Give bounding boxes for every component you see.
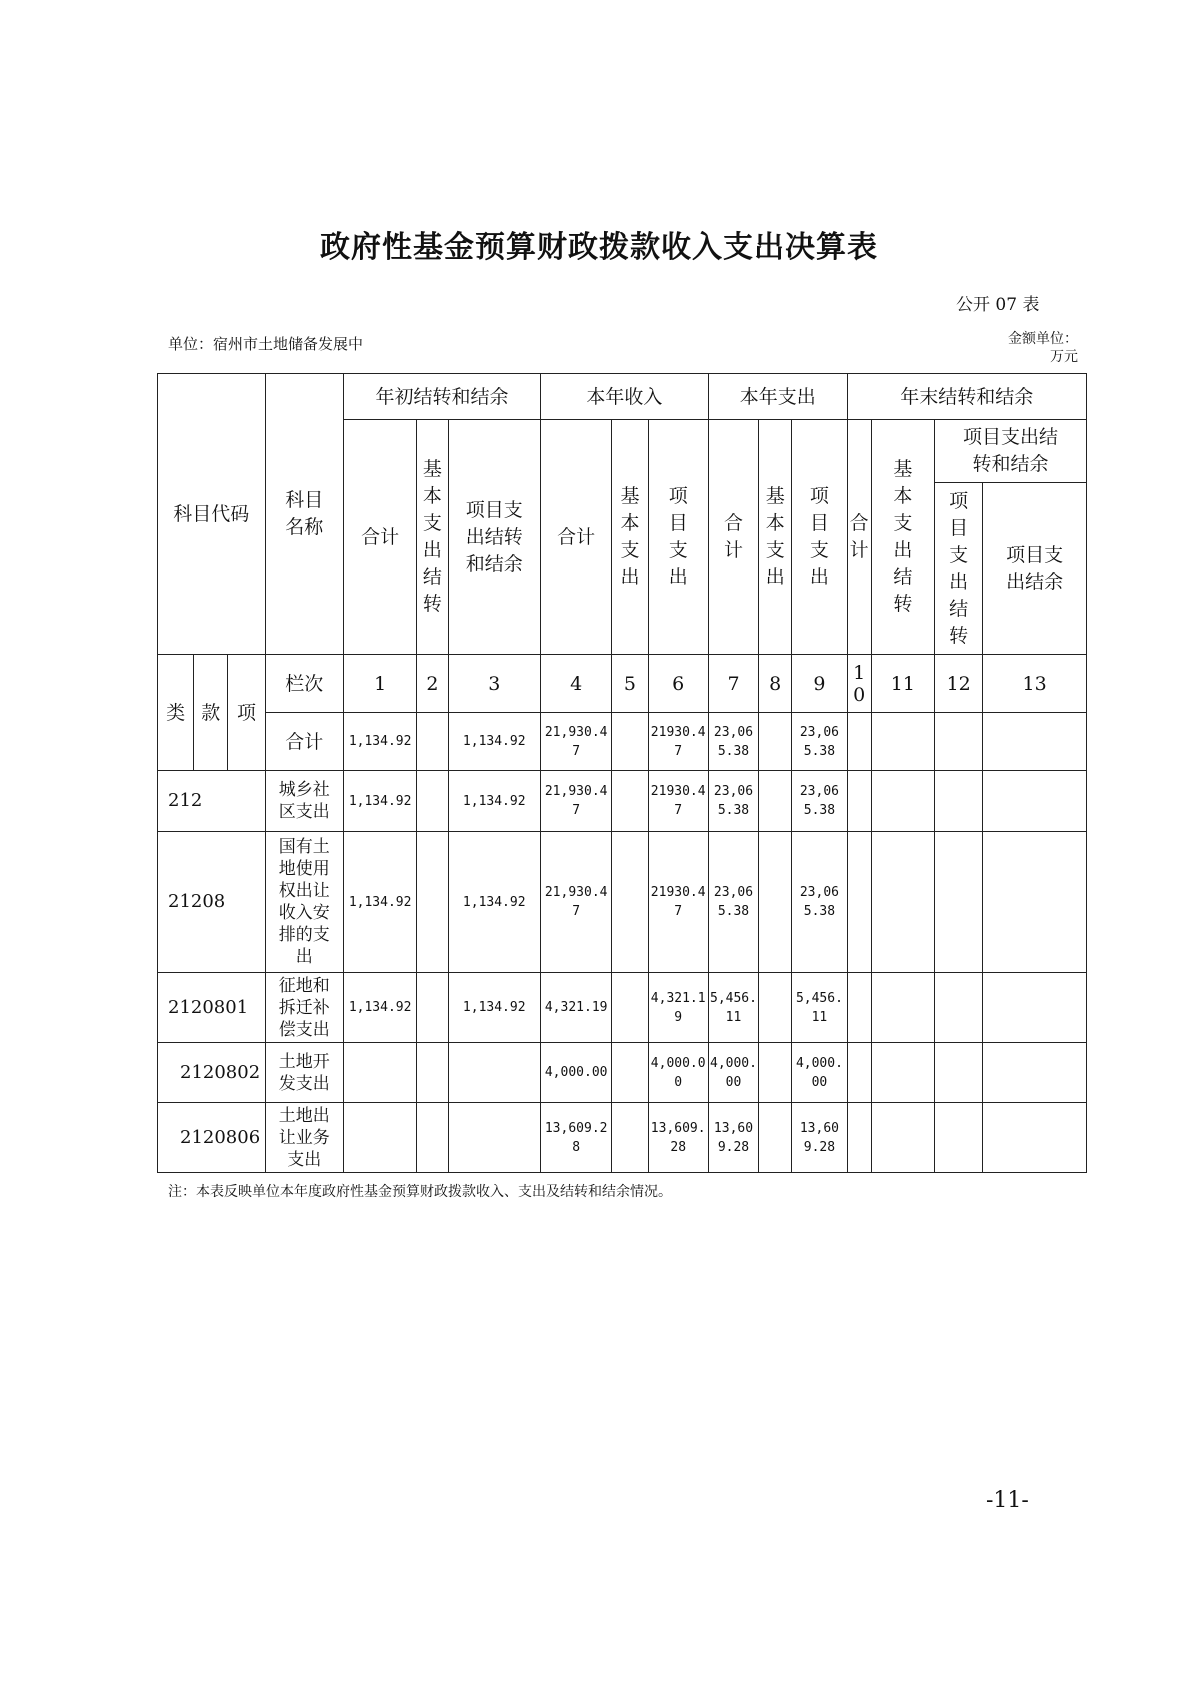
row-cell: 23,065.38 — [708, 771, 758, 832]
row-cell — [935, 771, 983, 832]
header-end-total: 合计 — [847, 420, 871, 655]
header-group-expense: 本年支出 — [708, 374, 847, 420]
row-cell — [935, 832, 983, 973]
row-cell — [871, 1043, 934, 1103]
row-cell: 21,930.47 — [540, 713, 611, 771]
col-number: 12 — [935, 655, 983, 713]
row-cell — [847, 713, 871, 771]
row-cell: 21930.47 — [648, 713, 708, 771]
header-class: 类 — [158, 655, 194, 771]
row-cell — [871, 713, 934, 771]
header-group-income: 本年收入 — [540, 374, 708, 420]
col-number: 3 — [448, 655, 540, 713]
row-cell — [417, 771, 448, 832]
row-cell: 4,000.00 — [708, 1043, 758, 1103]
header-group-begin: 年初结转和结余 — [343, 374, 540, 420]
row-cell — [871, 832, 934, 973]
row-cell: 1,134.92 — [343, 973, 416, 1043]
row-cell: 23,065.38 — [792, 713, 847, 771]
header-end-project-balance: 项目支出结余 — [983, 483, 1087, 655]
row-cell: 5,456.11 — [792, 973, 847, 1043]
budget-table — [157, 373, 1087, 1173]
header-end-basic: 基本支出结转 — [871, 420, 934, 655]
row-cell — [759, 1103, 792, 1173]
header-income-basic: 基本支出 — [612, 420, 648, 655]
header-begin-project: 项目支出结转和结余 — [448, 420, 540, 655]
col-number: 11 — [871, 655, 934, 713]
col-number: 1 — [343, 655, 416, 713]
row-name: 土地开发支出 — [265, 1043, 343, 1103]
row-cell — [612, 973, 648, 1043]
row-code: 2120806 — [158, 1103, 266, 1173]
row-cell: 23,065.38 — [792, 771, 847, 832]
row-cell: 1,134.92 — [448, 832, 540, 973]
row-cell — [871, 973, 934, 1043]
row-cell — [983, 832, 1087, 973]
row-cell — [983, 1103, 1087, 1173]
row-cell — [417, 1103, 448, 1173]
row-cell — [983, 973, 1087, 1043]
row-cell: 1,134.92 — [343, 832, 416, 973]
row-cell: 4,321.19 — [648, 973, 708, 1043]
row-code: 21208 — [158, 832, 266, 973]
header-item: 项 — [228, 655, 265, 771]
row-cell — [983, 771, 1087, 832]
row-code: 2120802 — [158, 1043, 266, 1103]
row-cell — [935, 1103, 983, 1173]
row-cell — [612, 1103, 648, 1173]
row-cell — [847, 1043, 871, 1103]
row-cell: 13,609.28 — [648, 1103, 708, 1173]
row-cell: 13,609.28 — [540, 1103, 611, 1173]
row-cell — [847, 832, 871, 973]
col-number: 5 — [612, 655, 648, 713]
row-cell — [417, 1043, 448, 1103]
page-title: 政府性基金预算财政拨款收入支出决算表 — [320, 230, 878, 265]
row-cell: 23,065.38 — [792, 832, 847, 973]
row-code: 212 — [158, 771, 266, 832]
row-cell: 23,065.38 — [708, 832, 758, 973]
row-cell: 1,134.92 — [448, 973, 540, 1043]
col-number: 7 — [708, 655, 758, 713]
row-cell — [759, 713, 792, 771]
row-cell — [448, 1103, 540, 1173]
col-number: 2 — [417, 655, 448, 713]
row-cell: 21,930.47 — [540, 771, 611, 832]
row-cell — [343, 1103, 416, 1173]
row-cell: 13,609.28 — [792, 1103, 847, 1173]
row-cell — [417, 713, 448, 771]
row-cell — [983, 713, 1087, 771]
header-column-no: 栏次 — [265, 655, 343, 713]
row-cell: 21930.47 — [648, 771, 708, 832]
row-cell — [935, 713, 983, 771]
col-number: 13 — [983, 655, 1087, 713]
row-name: 土地出让业务支出 — [265, 1103, 343, 1173]
row-cell: 1,134.92 — [448, 713, 540, 771]
row-cell — [935, 1043, 983, 1103]
header-income-total: 合计 — [540, 420, 611, 655]
col-number: 8 — [759, 655, 792, 713]
header-subject-code: 科目代码 — [158, 374, 266, 655]
row-name: 城乡社区支出 — [265, 771, 343, 832]
header-end-project-carry: 项目支出结转 — [935, 483, 983, 655]
header-end-project-group: 项目支出结转和结余 — [935, 420, 1087, 483]
row-cell — [847, 1103, 871, 1173]
row-code: 2120801 — [158, 973, 266, 1043]
col-number: 9 — [792, 655, 847, 713]
row-cell — [612, 832, 648, 973]
header-begin-basic: 基本支出结转 — [417, 420, 448, 655]
unit-label: 单位：宿州市土地储备发展中 — [168, 335, 364, 353]
row-cell — [983, 1043, 1087, 1103]
row-cell — [448, 1043, 540, 1103]
row-cell — [417, 832, 448, 973]
money-unit-line1: 金额单位： — [1008, 331, 1078, 347]
row-cell: 4,000.00 — [792, 1043, 847, 1103]
row-cell: 1,134.92 — [343, 713, 416, 771]
header-section: 款 — [194, 655, 228, 771]
footnote: 注：本表反映单位本年度政府性基金预算财政拨款收入、支出及结转和结余情况。 — [168, 1184, 672, 1200]
money-unit — [998, 330, 1078, 366]
row-cell — [871, 771, 934, 832]
row-cell — [612, 771, 648, 832]
row-cell — [612, 1043, 648, 1103]
row-name: 国有土地使用权出让收入安排的支出 — [265, 832, 343, 973]
form-number: 公开 07 表 — [956, 295, 1040, 315]
row-cell — [759, 973, 792, 1043]
row-cell — [759, 771, 792, 832]
row-cell — [847, 771, 871, 832]
row-cell: 23,065.38 — [708, 713, 758, 771]
row-cell: 5,456.11 — [708, 973, 758, 1043]
col-number: 4 — [540, 655, 611, 713]
page-number: -11- — [986, 1488, 1029, 1513]
money-unit-line2: 万元 — [1050, 349, 1078, 365]
row-cell — [847, 973, 871, 1043]
header-subject-name: 科目名称 — [265, 374, 343, 655]
header-group-end: 年末结转和结余 — [847, 374, 1086, 420]
row-name: 征地和拆迁补偿支出 — [265, 973, 343, 1043]
col-number: 10 — [847, 655, 871, 713]
row-cell — [612, 713, 648, 771]
col-number: 6 — [648, 655, 708, 713]
row-cell — [759, 832, 792, 973]
row-cell — [871, 1103, 934, 1173]
row-cell — [759, 1043, 792, 1103]
header-expense-basic: 基本支出 — [759, 420, 792, 655]
header-begin-total: 合计 — [343, 420, 416, 655]
row-cell — [343, 1043, 416, 1103]
row-cell: 21930.47 — [648, 832, 708, 973]
header-expense-total: 合计 — [708, 420, 758, 655]
row-cell: 4,321.19 — [540, 973, 611, 1043]
row-cell: 4,000.00 — [648, 1043, 708, 1103]
header-income-project: 项目支出 — [648, 420, 708, 655]
row-cell — [417, 973, 448, 1043]
row-cell: 21,930.47 — [540, 832, 611, 973]
row-cell — [935, 973, 983, 1043]
row-cell: 1,134.92 — [448, 771, 540, 832]
row-cell: 1,134.92 — [343, 771, 416, 832]
row-cell: 4,000.00 — [540, 1043, 611, 1103]
header-expense-project: 项目支出 — [792, 420, 847, 655]
row-cell: 13,609.28 — [708, 1103, 758, 1173]
row-name: 合计 — [265, 713, 343, 771]
